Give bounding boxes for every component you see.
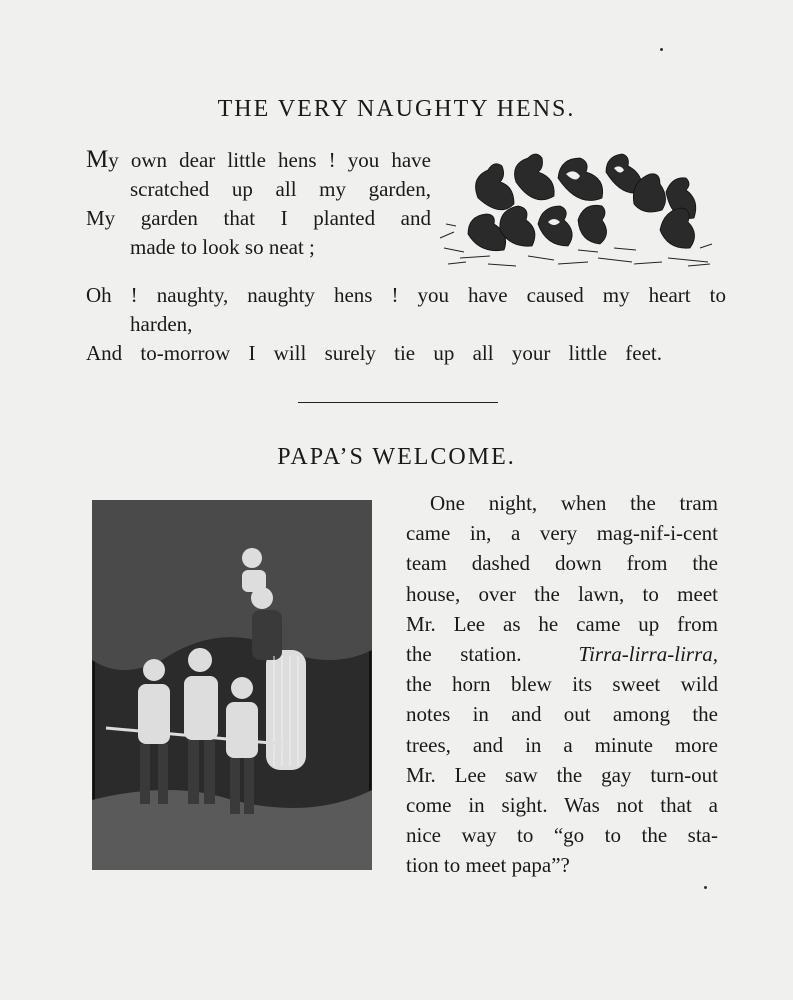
poem-line-4: made to look so neat ; bbox=[130, 235, 315, 259]
speck bbox=[704, 886, 707, 889]
poem-line-2: scratched up all my garden, bbox=[130, 177, 431, 201]
story-line-9: trees, and in a minute more bbox=[406, 732, 718, 757]
poem-line-5: Oh ! naughty, naughty hens ! you have caused my heart to bbox=[86, 283, 726, 307]
story-paragraph bbox=[406, 488, 718, 881]
family-illustration bbox=[92, 500, 372, 870]
story-line-7: the horn blew its sweet wild bbox=[406, 672, 718, 697]
story-line-2: came in, a very mag-nif-i-cent bbox=[406, 521, 718, 546]
poem-stanza-2 bbox=[86, 281, 726, 368]
poem-line-3: My garden that I planted and bbox=[86, 206, 431, 230]
poem-title: THE VERY NAUGHTY HENS. bbox=[217, 96, 576, 122]
story-line-13: tion to meet papa”? bbox=[406, 853, 570, 878]
story-line-6: the station. Tirra-lirra-lirra, bbox=[406, 642, 719, 667]
story-line-3: team dashed down from the bbox=[406, 551, 718, 576]
speck bbox=[660, 48, 663, 51]
poem-stanza-1 bbox=[86, 145, 431, 262]
story-line-4: house, over the lawn, to meet bbox=[406, 581, 718, 606]
poem-line-6: harden, bbox=[130, 312, 193, 336]
hens-illustration bbox=[438, 138, 716, 272]
story-line-11: come in sight. Was not that a bbox=[406, 793, 718, 818]
drop-letter: M bbox=[86, 146, 109, 173]
story-line-1: One night, when the tram bbox=[430, 491, 718, 515]
poem-line-7: And to-morrow I will surely tie up all your little feet. bbox=[86, 341, 662, 365]
story-line-5: Mr. Lee as he came up from bbox=[406, 611, 718, 636]
story-line-8: notes in and out among the bbox=[406, 702, 718, 727]
story-line-10: Mr. Lee saw the gay turn-out bbox=[406, 762, 718, 787]
horn-sound-text: Tirra-lirra-lirra, bbox=[578, 642, 719, 667]
poem-line-1: My own dear little hens ! you have bbox=[86, 146, 431, 173]
section-divider bbox=[298, 402, 498, 403]
story-line-12: nice way to “go to the sta- bbox=[406, 823, 718, 848]
story-title: PAPA’S WELCOME. bbox=[277, 444, 516, 470]
